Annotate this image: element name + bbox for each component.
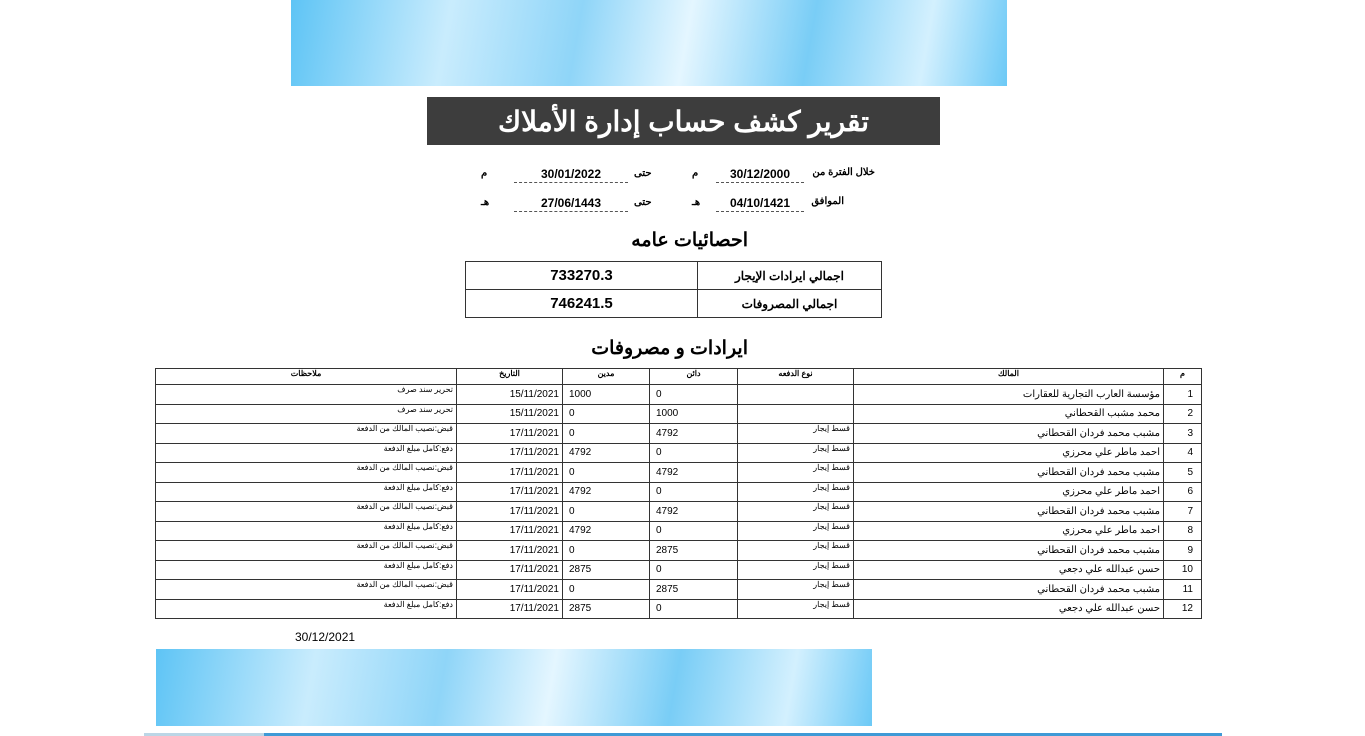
cell-payment-type: قسط إيجار [738,599,854,619]
cell-debit: 0 [563,404,650,424]
stats-label: اجمالي المصروفات [698,290,882,318]
cell-date: 17/11/2021 [457,599,563,619]
stats-value: 746241.5 [466,290,698,318]
table-row [156,502,1202,522]
cell-debit: 4792 [563,443,650,463]
cell-idx: 2 [1164,404,1202,424]
cell-date: 17/11/2021 [457,502,563,522]
cell-notes: دفع:كامل مبلغ الدفعة [156,521,457,541]
cell-payment-type: قسط إيجار [738,541,854,561]
cell-payment-type: قسط إيجار [738,502,854,522]
cell-idx: 10 [1164,560,1202,580]
cell-credit: 0 [650,599,738,619]
cell-date: 17/11/2021 [457,560,563,580]
cell-idx: 8 [1164,521,1202,541]
col-header-credit: دائن [650,369,738,385]
table-row [156,521,1202,541]
cell-owner: حسن عبدالله علي دجعي [854,599,1164,619]
cell-credit: 0 [650,482,738,502]
stats-row [466,290,882,318]
cell-idx: 7 [1164,502,1202,522]
table-row [156,424,1202,444]
cell-notes: تحرير سند صرف [156,404,457,424]
cell-idx: 1 [1164,385,1202,405]
cell-idx: 4 [1164,443,1202,463]
cell-owner: مشبب محمد فردان القحطاني [854,502,1164,522]
cell-date: 17/11/2021 [457,463,563,483]
col-header-debit: مدين [563,369,650,385]
table-row [156,580,1202,600]
cell-idx: 6 [1164,482,1202,502]
cell-idx: 12 [1164,599,1202,619]
cell-debit: 0 [563,463,650,483]
cell-notes: دفع:كامل مبلغ الدفعة [156,599,457,619]
cell-owner: مشبب محمد فردان القحطاني [854,424,1164,444]
cell-notes: قبض:نصيب المالك من الدفعة [156,424,457,444]
cell-payment-type: قسط إيجار [738,521,854,541]
ledger-body [156,385,1202,619]
cell-date: 17/11/2021 [457,443,563,463]
cell-owner: مؤسسة العارب التجارية للعقارات [854,385,1164,405]
cell-date: 15/11/2021 [457,385,563,405]
period-equiv-label: الموافق [811,196,844,207]
cell-payment-type: قسط إيجار [738,424,854,444]
cell-owner: احمد ماطر علي محرزي [854,521,1164,541]
cell-notes: قبض:نصيب المالك من الدفعة [156,502,457,522]
col-header-notes: ملاحظات [156,369,457,385]
cell-owner: احمد ماطر علي محرزي [854,482,1164,502]
cell-notes: تحرير سند صرف [156,385,457,405]
ledger-header-row [156,369,1202,385]
cell-credit: 0 [650,385,738,405]
cell-idx: 5 [1164,463,1202,483]
cell-payment-type [738,404,854,424]
cell-credit: 4792 [650,463,738,483]
stats-title: احصائيات عامه [631,230,748,251]
cell-date: 15/11/2021 [457,404,563,424]
cell-payment-type: قسط إيجار [738,463,854,483]
period-to-label-hijri: حتى [634,197,652,208]
cell-payment-type: قسط إيجار [738,580,854,600]
header-banner [291,0,1007,86]
cell-idx: 9 [1164,541,1202,561]
period-to-label: حتى [634,168,652,179]
col-header-idx: م [1164,369,1202,385]
cell-debit: 0 [563,541,650,561]
greg-suffix-from: م [692,168,699,179]
cell-owner: مشبب محمد فردان القحطاني [854,463,1164,483]
cell-owner: احمد ماطر علي محرزي [854,443,1164,463]
cell-debit: 4792 [563,521,650,541]
period-from-label: خلال الفترة من [812,167,875,178]
hijri-suffix-from: هـ [692,197,701,208]
table-row [156,541,1202,561]
cell-date: 17/11/2021 [457,521,563,541]
cell-debit: 2875 [563,599,650,619]
cell-owner: مشبب محمد فردان القحطاني [854,541,1164,561]
cell-credit: 0 [650,443,738,463]
col-header-payment-type: نوع الدفعه [738,369,854,385]
period-from-greg: 30/12/2000 [716,166,804,183]
stats-value: 733270.3 [466,262,698,290]
cell-debit: 0 [563,502,650,522]
cell-credit: 2875 [650,541,738,561]
cell-notes: قبض:نصيب المالك من الدفعة [156,463,457,483]
cell-debit: 1000 [563,385,650,405]
period-from-hijri: 04/10/1421 [716,195,804,212]
cell-credit: 0 [650,521,738,541]
cell-payment-type: قسط إيجار [738,443,854,463]
stats-label: اجمالي ايرادات الإيجار [698,262,882,290]
ledger-table [155,368,1202,619]
col-header-date: التاريخ [457,369,563,385]
greg-suffix-to: م [481,168,488,179]
cell-debit: 2875 [563,560,650,580]
cell-credit: 2875 [650,580,738,600]
cell-debit: 4792 [563,482,650,502]
cell-date: 17/11/2021 [457,541,563,561]
cell-notes: دفع:كامل مبلغ الدفعة [156,443,457,463]
cell-notes: دفع:كامل مبلغ الدفعة [156,482,457,502]
cell-owner: مشبب محمد فردان القحطاني [854,580,1164,600]
stats-row [466,262,882,290]
table-row [156,385,1202,405]
table-row [156,404,1202,424]
table-row [156,482,1202,502]
cell-credit: 0 [650,560,738,580]
cell-payment-type: قسط إيجار [738,482,854,502]
cell-payment-type: قسط إيجار [738,560,854,580]
table-row [156,443,1202,463]
cell-credit: 4792 [650,502,738,522]
footer-banner [156,649,872,726]
table-row [156,463,1202,483]
cell-owner: محمد مشبب القحطاني [854,404,1164,424]
cell-notes: قبض:نصيب المالك من الدفعة [156,580,457,600]
cell-owner: حسن عبدالله علي دجعي [854,560,1164,580]
ledger-title: ايرادات و مصروفات [591,338,748,359]
period-to-hijri: 27/06/1443 [514,195,628,212]
cell-notes: قبض:نصيب المالك من الدفعة [156,541,457,561]
period-to-greg: 30/01/2022 [514,166,628,183]
hijri-suffix-to: هـ [481,197,490,208]
cell-date: 17/11/2021 [457,482,563,502]
cell-idx: 11 [1164,580,1202,600]
cell-idx: 3 [1164,424,1202,444]
table-row [156,560,1202,580]
col-header-owner: المالك [854,369,1164,385]
cell-date: 17/11/2021 [457,580,563,600]
cell-credit: 1000 [650,404,738,424]
table-row [156,599,1202,619]
report-title: تقرير كشف حساب إدارة الأملاك [427,97,940,145]
cell-notes: دفع:كامل مبلغ الدفعة [156,560,457,580]
stats-table [465,261,882,318]
cell-credit: 4792 [650,424,738,444]
cell-debit: 0 [563,580,650,600]
cell-date: 17/11/2021 [457,424,563,444]
cell-payment-type [738,385,854,405]
cell-debit: 0 [563,424,650,444]
print-date: 30/12/2021 [295,630,356,644]
